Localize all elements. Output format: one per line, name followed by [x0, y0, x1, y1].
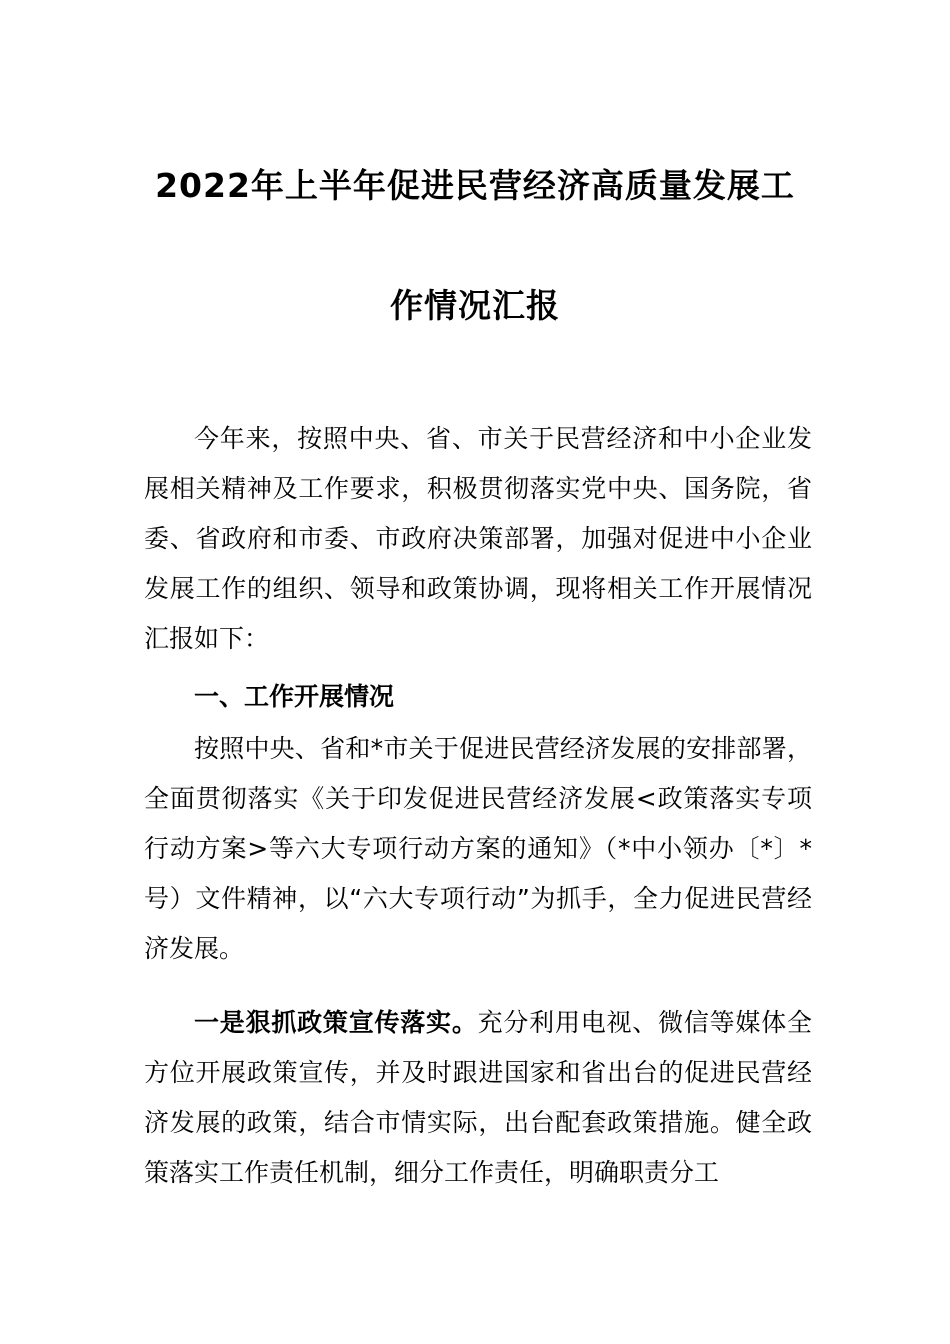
section-1-paragraph: 按照中央、省和*市关于促进民营经济发展的安排部署，全面贯彻落实《关于印发促进民营经济发展<政策落实专项行动方案>等六大专项行动方案的通知》（*中小领办〔*〕*号）文件精神，以“六大专项行动”为抓手，全力促进民营经济发展。: [144, 734, 812, 963]
item-1-paragraph: [144, 998, 812, 1198]
section-1-paragraph-block: [144, 724, 812, 974]
section-1-heading: 一、工作开展情况: [194, 682, 395, 711]
section-heading-block: [144, 672, 812, 722]
document-title-line-2: 作情况汇报: [390, 286, 560, 325]
document-title-line-1: 2022年上半年促进民营经济高质量发展工: [155, 166, 795, 205]
item-1-lead: 一是狠抓政策宣传落实。: [194, 1008, 478, 1037]
item-1-text: 充分利用电视、微信等媒体全方位开展政策宣传，并及时跟进国家和省出台的促进民营经济发展的政策，结合市情实际，出台配套政策措施。健全政策落实工作责任机制，细分工作责任，明确职责分工: [144, 1008, 812, 1187]
intro-paragraph: 今年来，按照中央、省、市关于民营经济和中小企业发展相关精神及工作要求，积极贯彻落实党中央、国务院，省委、省政府和市委、市政府决策部署，加强对促进中小企业发展工作的组织、领导和政策协调，现将相关工作开展情况汇报如下：: [144, 424, 812, 653]
intro-block: [144, 414, 812, 664]
item-1-block: [144, 998, 812, 1198]
